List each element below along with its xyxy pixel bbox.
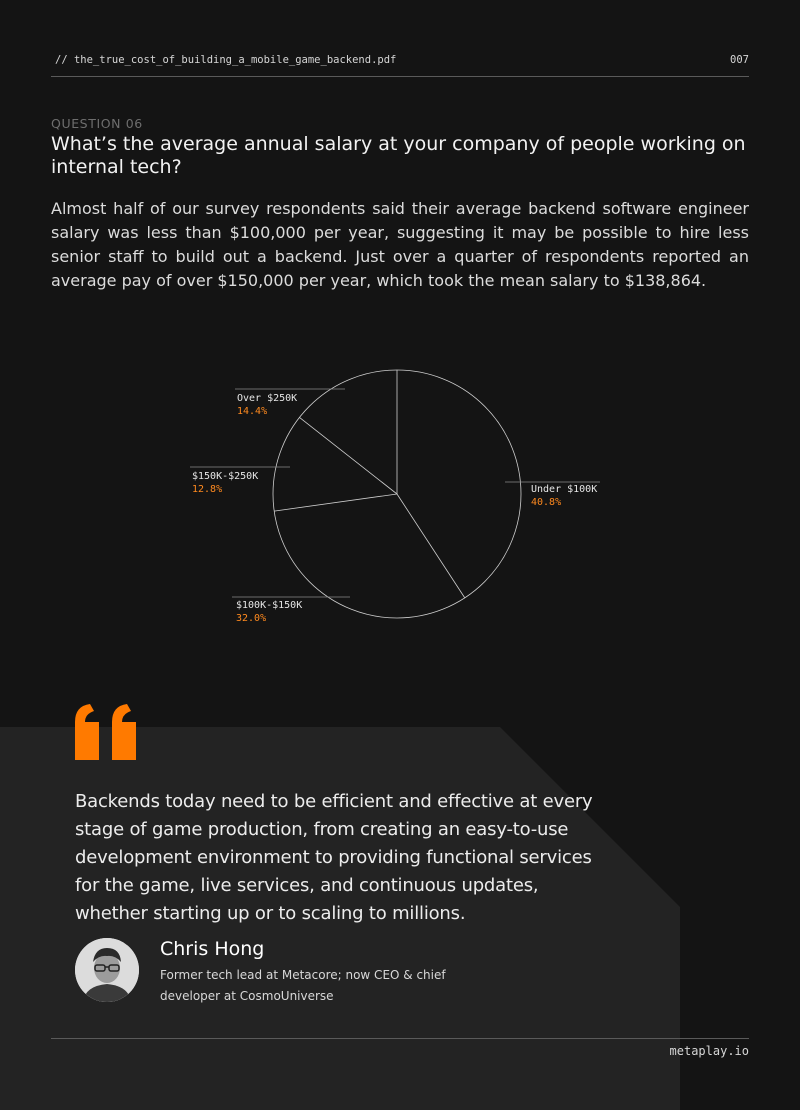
pie-slice-boundary xyxy=(274,494,397,511)
document-filename: // the_true_cost_of_building_a_mobile_game_backend.pdf xyxy=(55,54,397,66)
page-number: 007 xyxy=(730,54,749,66)
footer-divider xyxy=(51,1038,749,1039)
author-role: Former tech lead at Metacore; now CEO & chief developer at CosmoUniverse xyxy=(160,968,446,1003)
quote-text: Backends today need to be efficient and effective at every stage of game production, from creating an easy-to-use development environment to providing functional services for the game, live services, and continuous updates, whether starting up or to scaling to millions. xyxy=(75,791,593,924)
site-url: metaplay.io xyxy=(669,1044,749,1058)
author-name: Chris Hong xyxy=(160,938,265,960)
pie-slice-value: 40.8% xyxy=(531,497,562,508)
question-title: What’s the average annual salary at your company of people working on internal tech? xyxy=(51,133,746,178)
pie-slice-label: Over $250K xyxy=(237,393,298,404)
author-avatar xyxy=(75,938,139,1002)
salary-pie-chart xyxy=(0,330,800,650)
quote-mark-icon xyxy=(72,700,142,766)
person-photo-icon xyxy=(75,938,139,1002)
pie-slice-value: 12.8% xyxy=(192,484,223,495)
pie-slice-value: 32.0% xyxy=(236,613,267,624)
pie-slice-label: $150K-$250K xyxy=(192,471,259,482)
pie-slice-boundary xyxy=(300,417,398,494)
body-paragraph: Almost half of our survey respondents said their average backend software engineer salary was less than $100,000 per year, suggesting it may be possible to hire less senior staff to build out a backend. Just over a quarter of respondents reported an average pay of over $150,000 per year, which took the mean salary to $138,864. xyxy=(51,199,749,290)
pie-slice-value: 14.4% xyxy=(237,406,268,417)
pie-slice-boundary xyxy=(397,494,465,598)
pie-slice-label: $100K-$150K xyxy=(236,600,303,611)
question-label: QUESTION 06 xyxy=(51,116,143,131)
pie-slice-label: Under $100K xyxy=(531,484,598,495)
page-header xyxy=(51,54,749,77)
